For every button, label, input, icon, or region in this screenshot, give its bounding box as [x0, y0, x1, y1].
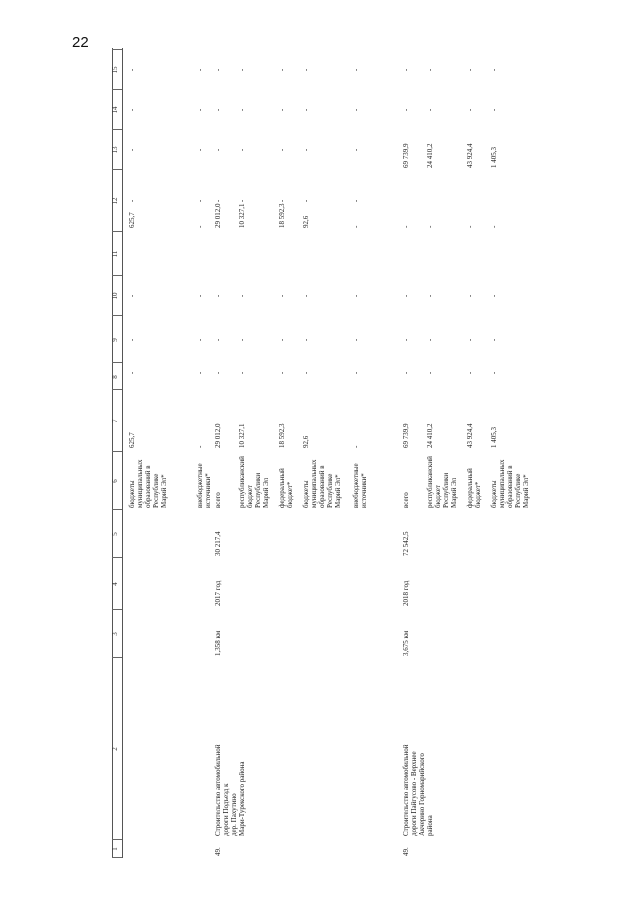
dash: - [214, 148, 222, 152]
dash: - [278, 68, 286, 72]
row-number: 49. [214, 847, 222, 856]
col7-value: - [352, 445, 360, 448]
col-header-4: 4 [111, 582, 119, 586]
dash: - [352, 294, 360, 298]
col-header-9: 9 [111, 338, 119, 342]
object-name: Строительство автомобильной дороги Пайгусово - Верхнее Акчерино Горномарийского района [402, 744, 434, 836]
source-label: республиканский бюджет Республики Марий Эл [426, 456, 458, 508]
dash: - [466, 294, 474, 298]
dash: - [352, 338, 360, 342]
col12-value: 43 924,4 [466, 143, 474, 168]
col-sep [112, 609, 122, 610]
dash: - [490, 68, 498, 72]
dash: - [466, 371, 474, 375]
col-sep [112, 557, 122, 558]
col12-value: 1 405,3 [490, 147, 498, 168]
dash: - [302, 294, 310, 298]
col-header-6: 6 [111, 479, 119, 483]
total-value: 30 217,4 [214, 531, 222, 556]
dash: - [196, 108, 204, 112]
dash: - [352, 371, 360, 375]
col-header-15: 15 [111, 66, 119, 74]
dash: - [128, 199, 136, 203]
col11-value: 29 012,0 [214, 203, 222, 228]
col11-value: - [490, 225, 498, 228]
source-label: внебюджетные источники* [196, 463, 212, 508]
dash: - [128, 294, 136, 298]
dash: - [352, 199, 360, 203]
dash: - [238, 148, 246, 152]
col11-value: 92,6 [302, 215, 310, 228]
col7-value: 29 012,0 [214, 423, 222, 448]
col11-value: - [196, 225, 204, 228]
dash: - [426, 68, 434, 72]
rotated-table [111, 48, 530, 858]
dash: - [402, 294, 410, 298]
dash: - [302, 148, 310, 152]
col-header-11: 11 [111, 250, 119, 258]
source-label: федеральный бюджет* [466, 468, 482, 508]
col-header-10: 10 [111, 292, 119, 300]
dash: - [466, 68, 474, 72]
source-label: внебюджетные источники* [352, 463, 368, 508]
col11-value: 625,7 [128, 212, 136, 228]
dash: - [352, 148, 360, 152]
dash: - [352, 108, 360, 112]
col-header-7: 7 [111, 419, 119, 423]
dash: - [128, 68, 136, 72]
dash: - [278, 199, 286, 203]
dash: - [302, 108, 310, 112]
dash: - [238, 371, 246, 375]
dash: - [238, 199, 246, 203]
dash: - [238, 338, 246, 342]
col11-value: - [426, 225, 434, 228]
dash: - [238, 294, 246, 298]
dash: - [196, 148, 204, 152]
col11-value: 10 327,1 [238, 203, 246, 228]
col-header-13: 13 [111, 146, 119, 154]
dash: - [426, 338, 434, 342]
col-sep [112, 389, 122, 390]
col-sep [112, 129, 122, 130]
col-header-3: 3 [111, 632, 119, 636]
dash: - [490, 108, 498, 112]
dash: - [490, 338, 498, 342]
source-label: бюджеты муниципальных образований в Республике Марий Эл* [128, 459, 168, 508]
col-header-5: 5 [111, 532, 119, 536]
col-header-8: 8 [111, 375, 119, 379]
dash: - [490, 371, 498, 375]
col-sep [112, 275, 122, 276]
col7-value: 18 592,3 [278, 423, 286, 448]
dash: - [238, 68, 246, 72]
dash: - [214, 338, 222, 342]
dash: - [128, 148, 136, 152]
col7-value: 625,7 [128, 432, 136, 448]
dash: - [214, 68, 222, 72]
col7-value: 10 327,1 [238, 423, 246, 448]
dash: - [196, 371, 204, 375]
col-header-1: 1 [111, 847, 119, 851]
col7-value: 92,6 [302, 435, 310, 448]
dash: - [214, 108, 222, 112]
dash: - [402, 338, 410, 342]
dash: - [278, 371, 286, 375]
source-label: республиканский бюджет Республики Марий Эл [238, 456, 270, 508]
dash: - [214, 371, 222, 375]
dash: - [196, 294, 204, 298]
source-label: бюджеты муниципальных образований в Республике Марий Эл* [490, 459, 530, 508]
col7-value: 24 410,2 [426, 423, 434, 448]
dash: - [302, 68, 310, 72]
dash: - [278, 338, 286, 342]
dash: - [490, 294, 498, 298]
object-name: Строительство автомобильной дороги Подъезд к дер. Пахутино Мари-Турекского района [214, 744, 246, 836]
col12-value: 24 410,2 [426, 143, 434, 168]
dash: - [426, 108, 434, 112]
dash: - [466, 108, 474, 112]
col11-value: - [352, 225, 360, 228]
dash: - [402, 108, 410, 112]
dash: - [128, 108, 136, 112]
dash: - [402, 371, 410, 375]
year-value: 2018 год [402, 580, 410, 606]
col-sep [112, 509, 122, 510]
dash: - [352, 68, 360, 72]
header-bottom-rule [122, 48, 123, 858]
dash: - [278, 294, 286, 298]
length-value: 1,358 км [214, 630, 222, 656]
dash: - [278, 108, 286, 112]
total-value: 72 542,5 [402, 531, 410, 556]
dash: - [466, 338, 474, 342]
col7-value: 69 739,9 [402, 423, 410, 448]
dash: - [128, 371, 136, 375]
col11-value: - [466, 225, 474, 228]
dash: - [196, 199, 204, 203]
dash: - [302, 199, 310, 203]
row-number: 49. [402, 847, 410, 856]
col-sep [112, 89, 122, 90]
source-label: всего [214, 492, 222, 508]
dash: - [214, 294, 222, 298]
dash: - [196, 338, 204, 342]
page-number: 22 [72, 34, 89, 51]
source-label: всего [402, 492, 410, 508]
source-label: бюджеты муниципальных образований в Республике Марий Эл* [302, 459, 342, 508]
dash: - [128, 338, 136, 342]
col-header-12: 12 [111, 197, 119, 205]
col-sep [112, 49, 122, 50]
col12-value: 69 739,9 [402, 143, 410, 168]
col-sep [112, 657, 122, 658]
col7-value: 43 924,4 [466, 423, 474, 448]
col7-value: 1 405,3 [490, 427, 498, 448]
source-label: федеральный бюджет* [278, 468, 294, 508]
col-sep [112, 169, 122, 170]
dash: - [302, 371, 310, 375]
dash: - [196, 68, 204, 72]
col-sep [112, 362, 122, 363]
dash: - [426, 371, 434, 375]
col-sep [112, 231, 122, 232]
length-value: 3,675 км [402, 630, 410, 656]
year-value: 2017 год [214, 580, 222, 606]
dash: - [302, 338, 310, 342]
col-header-2: 2 [111, 747, 119, 751]
dash: - [402, 68, 410, 72]
dash: - [214, 199, 222, 203]
col-sep [112, 451, 122, 452]
col7-value: - [196, 445, 204, 448]
dash: - [426, 294, 434, 298]
dash: - [238, 108, 246, 112]
col-sep [112, 315, 122, 316]
col11-value: 18 592,3 [278, 203, 286, 228]
col-header-14: 14 [111, 106, 119, 114]
dash: - [278, 148, 286, 152]
col11-value: - [402, 225, 410, 228]
